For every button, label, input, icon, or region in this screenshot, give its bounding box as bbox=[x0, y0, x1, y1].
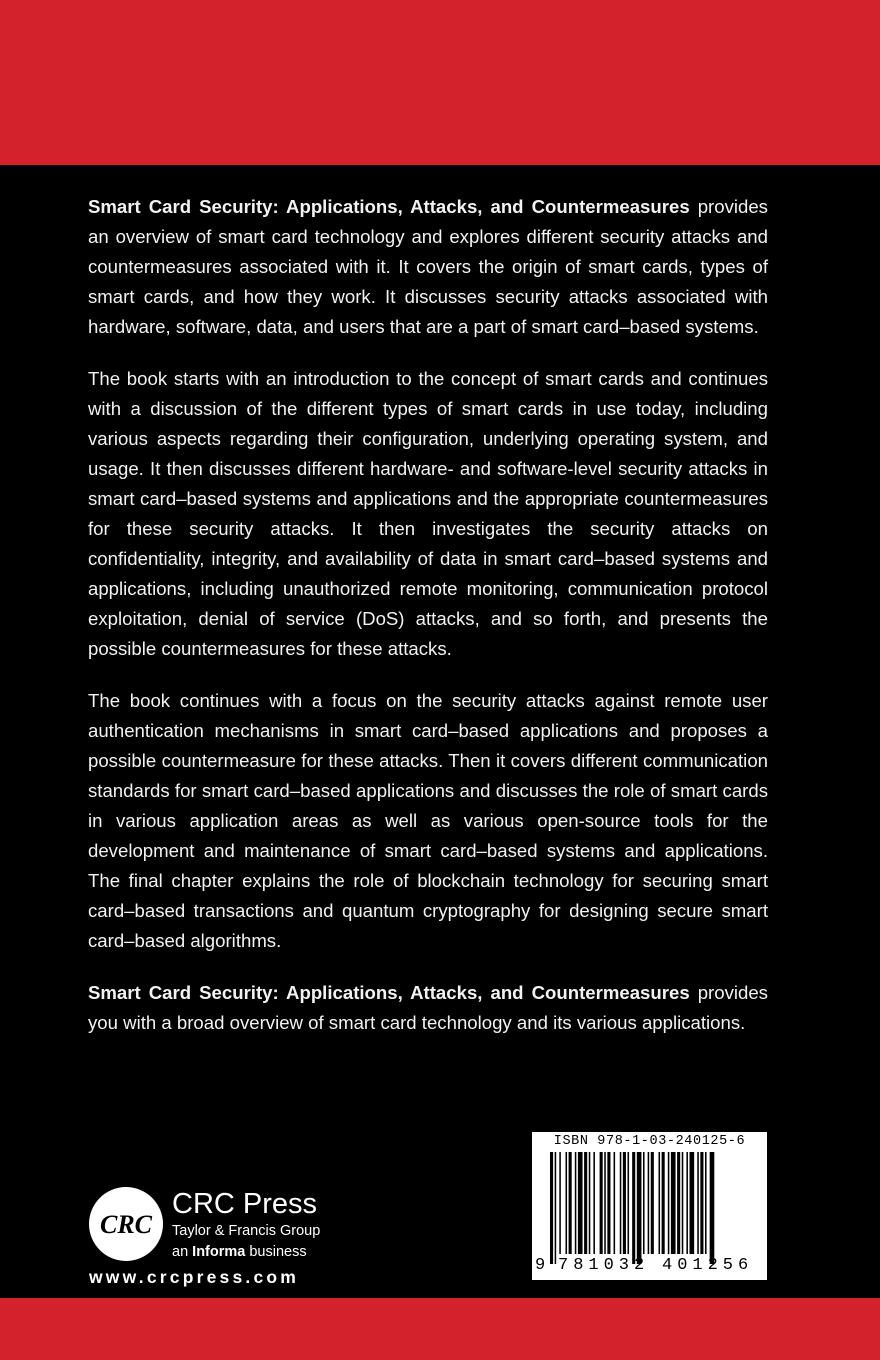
bottom-red-band bbox=[0, 1298, 880, 1360]
barcode-bar bbox=[607, 1152, 610, 1254]
svg-text:CRC: CRC bbox=[99, 1210, 153, 1239]
barcode-bar bbox=[700, 1152, 703, 1254]
crc-logo-icon bbox=[88, 1186, 164, 1262]
barcode-bar bbox=[584, 1152, 587, 1254]
barcode-bar bbox=[648, 1152, 650, 1254]
blurb-paragraph-1: Smart Card Security: Applications, Attacks, and Countermeasures provides an overview of smart card technology and explores different security attacks and countermeasures associated with it. It covers the origin of smart cards, types of smart cards, and how they work. It discusses security attacks associated with hardware, software, data, and users that are a part of smart card–based systems. bbox=[88, 196, 768, 337]
ean-left-group: 781032 bbox=[558, 1256, 650, 1275]
publisher-informa-line: an Informa business bbox=[172, 1244, 307, 1260]
barcode-bar bbox=[690, 1152, 695, 1254]
blurb-paragraph-3: The book continues with a focus on the security attacks against remote user authentication mechanisms in smart card–based applications and proposes a possible countermeasure for these attacks. Then it covers different communication standards for smart card–based applications and discusses the role of smart cards in various application areas as well as various open-source tools for the development and maintenance of smart card–based systems and applications. The final chapter explains the role of blockchain technology for securing smart card–based transactions and quantum cryptography for designing secure smart card–based algorithms. bbox=[88, 690, 768, 951]
barcode-bar bbox=[677, 1152, 680, 1254]
ean-first-digit: 9 bbox=[535, 1256, 546, 1275]
barcode-bar bbox=[566, 1152, 568, 1254]
back-cover-blurb bbox=[88, 192, 768, 1060]
barcode-bar bbox=[604, 1152, 606, 1254]
isbn-barcode bbox=[532, 1132, 767, 1280]
barcode-bar bbox=[637, 1152, 642, 1264]
barcode-bar bbox=[651, 1152, 654, 1254]
barcode-bar bbox=[578, 1152, 583, 1254]
barcode-bar bbox=[686, 1152, 688, 1254]
barcode-bar bbox=[632, 1152, 635, 1264]
publisher-url: www.crcpress.com bbox=[89, 1267, 300, 1287]
barcode-bar bbox=[697, 1152, 699, 1254]
barcode-bar bbox=[668, 1152, 670, 1254]
barcode-bar bbox=[575, 1152, 577, 1254]
barcode-bar bbox=[614, 1152, 616, 1254]
barcode-bar bbox=[569, 1152, 572, 1254]
barcode-bar bbox=[628, 1152, 630, 1254]
publisher-name: CRC Press bbox=[172, 1188, 318, 1220]
isbn-label: ISBN 978-1-03-240125-6 bbox=[553, 1134, 746, 1149]
barcode-bar bbox=[659, 1152, 661, 1254]
barcode-bar bbox=[623, 1152, 626, 1254]
blurb-paragraph-2: The book starts with an introduction to the concept of smart cards and continues with a discussion of the different types of smart cards in use today, including various aspects regarding their configuration, underlying operating system, and usage. It then discusses different hardware- and software-level security attacks in smart card–based systems and applications and the appropriate countermeasures for these security attacks. It then investigates the security attacks on confidentiality, integrity, and availability of data in smart card–based systems and applications, including unauthorized remote monitoring, communication protocol exploitation, denial of service (DoS) attacks, and so forth, and presents the possible countermeasures for these attacks. bbox=[88, 368, 768, 659]
publisher-group: Taylor & Francis Group bbox=[172, 1223, 321, 1239]
barcode-bar bbox=[705, 1152, 707, 1254]
barcode-bar bbox=[555, 1152, 557, 1264]
barcode-bar bbox=[620, 1152, 622, 1254]
barcode-bar bbox=[593, 1152, 595, 1254]
barcode-bar bbox=[550, 1152, 553, 1264]
barcode-bar bbox=[710, 1152, 715, 1264]
barcode-bar bbox=[662, 1152, 665, 1254]
barcode-bar bbox=[671, 1152, 676, 1254]
blurb-paragraph-4: Smart Card Security: Applications, Attacks, and Countermeasures provides you with a broad overview of smart card technology and its various applications. bbox=[88, 982, 768, 1033]
barcode-bar bbox=[589, 1152, 591, 1254]
barcode-bar bbox=[600, 1152, 603, 1254]
top-red-band bbox=[0, 0, 880, 165]
barcode-bar bbox=[643, 1152, 645, 1254]
barcode-bar bbox=[559, 1152, 561, 1254]
ean-right-group: 401256 bbox=[662, 1256, 754, 1275]
barcode-bar bbox=[682, 1152, 684, 1254]
